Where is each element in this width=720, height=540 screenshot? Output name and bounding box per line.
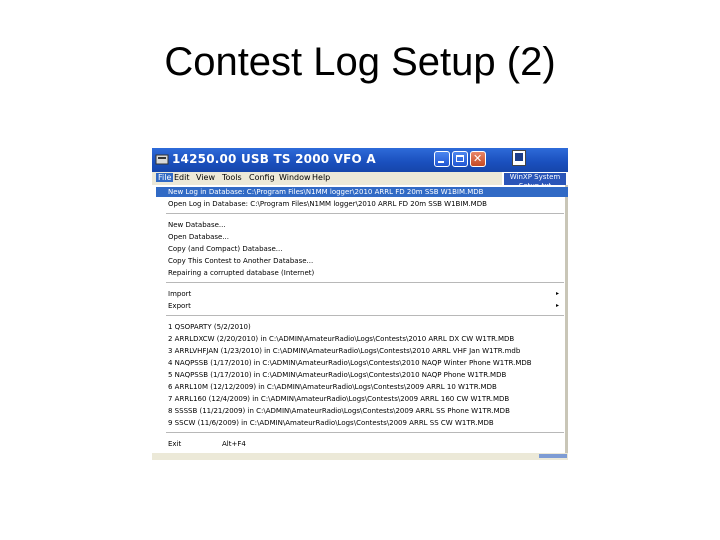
menu-item-open-database[interactable]: Open Database... (168, 233, 229, 241)
menu-item-repair[interactable]: Repairing a corrupted database (Internet) (168, 269, 315, 277)
menu-file[interactable]: File (158, 173, 172, 182)
desktop-icon-label[interactable]: WinXP System (504, 173, 566, 191)
menu-item-copy-contest[interactable]: Copy This Contest to Another Database... (168, 257, 314, 265)
text-file-icon[interactable] (512, 150, 526, 166)
close-icon: ✕ (473, 152, 483, 165)
window-title: 14250.00 USB TS 2000 VFO A (172, 152, 376, 166)
recent-log-item[interactable]: 3 ARRLVHFJAN (1/23/2010) in C:\ADMIN\AmateurRadio\Logs\Contests\2010 ARRL VHF Jan W1TR.mdb (168, 347, 521, 355)
menu-help[interactable]: Help (312, 173, 331, 182)
window-bottom-edge (152, 453, 568, 460)
submenu-arrow-icon: ▸ (556, 291, 560, 297)
recent-log-item[interactable]: 1 QSOPARTY (5/2/2010) (168, 323, 251, 331)
recent-log-item[interactable]: 4 NAQPSSB (1/17/2010) in C:\ADMIN\AmateurRadio\Logs\Contests\2010 NAQP Winter Phone W1TR.MDB (168, 359, 532, 367)
submenu-arrow-icon: ▸ (556, 303, 560, 309)
exit-shortcut: Alt+F4 (222, 440, 246, 448)
recent-log-item[interactable]: 6 ARRL10M (12/12/2009) in C:\ADMIN\AmateurRadio\Logs\Contests\2009 ARRL 10 W1TR.MDB (168, 383, 497, 391)
menu-edit[interactable]: Edit (174, 173, 190, 182)
menubar (152, 172, 502, 185)
screenshot-window (152, 148, 568, 460)
menu-separator (166, 213, 564, 214)
menu-window[interactable]: Window (279, 173, 311, 182)
menu-item-new-log[interactable]: New Log in Database: C:\Program Files\N1MM logger\2010 ARRL FD 20m SSB W1BIM.MDB (156, 187, 568, 197)
menu-item-export[interactable]: Export (168, 302, 191, 310)
menu-separator (166, 432, 564, 433)
file-menu (152, 185, 568, 453)
menu-config[interactable]: Config (249, 173, 275, 182)
app-icon (155, 153, 169, 166)
menu-separator (166, 282, 564, 283)
slide-title: Contest Log Setup (2) (164, 40, 556, 84)
menu-item-import[interactable]: Import (168, 290, 192, 298)
recent-log-item[interactable]: 8 SSSSB (11/21/2009) in C:\ADMIN\AmateurRadio\Logs\Contests\2009 ARRL SS Phone W1TR.MDB (168, 407, 510, 415)
menu-tools[interactable]: Tools (222, 173, 242, 182)
recent-log-item[interactable]: 7 ARRL160 (12/4/2009) in C:\ADMIN\AmateurRadio\Logs\Contests\2009 ARRL 160 CW W1TR.MDB (168, 395, 510, 403)
menu-item-copy-compact[interactable]: Copy (and Compact) Database... (168, 245, 283, 253)
minimize-button[interactable] (434, 151, 450, 167)
menu-item-exit[interactable]: Exit (168, 440, 182, 448)
recent-log-item[interactable]: 5 NAQPSSB (1/17/2010) in C:\ADMIN\AmateurRadio\Logs\Contests\2010 NAQP Phone W1TR.MDB (168, 371, 507, 379)
window-titlebar[interactable] (152, 148, 568, 172)
recent-log-item[interactable]: 9 SSCW (11/6/2009) in C:\ADMIN\AmateurRadio\Logs\Contests\2009 ARRL SS CW W1TR.MDB (168, 419, 494, 427)
maximize-button[interactable] (452, 151, 468, 167)
menu-item-new-database[interactable]: New Database... (168, 221, 226, 229)
recent-log-item[interactable]: 2 ARRLDXCW (2/20/2010) in C:\ADMIN\AmateurRadio\Logs\Contests\2010 ARRL DX CW W1TR.MDB (168, 335, 515, 343)
close-button[interactable] (470, 151, 486, 167)
maximize-icon (456, 155, 464, 162)
menu-item-open-log[interactable]: Open Log in Database: C:\Program Files\N1MM logger\2010 ARRL FD 20m SSB W1BIM.MDB (168, 200, 487, 208)
menu-separator (166, 315, 564, 316)
menu-view[interactable]: View (196, 173, 215, 182)
minimize-icon (438, 161, 444, 163)
